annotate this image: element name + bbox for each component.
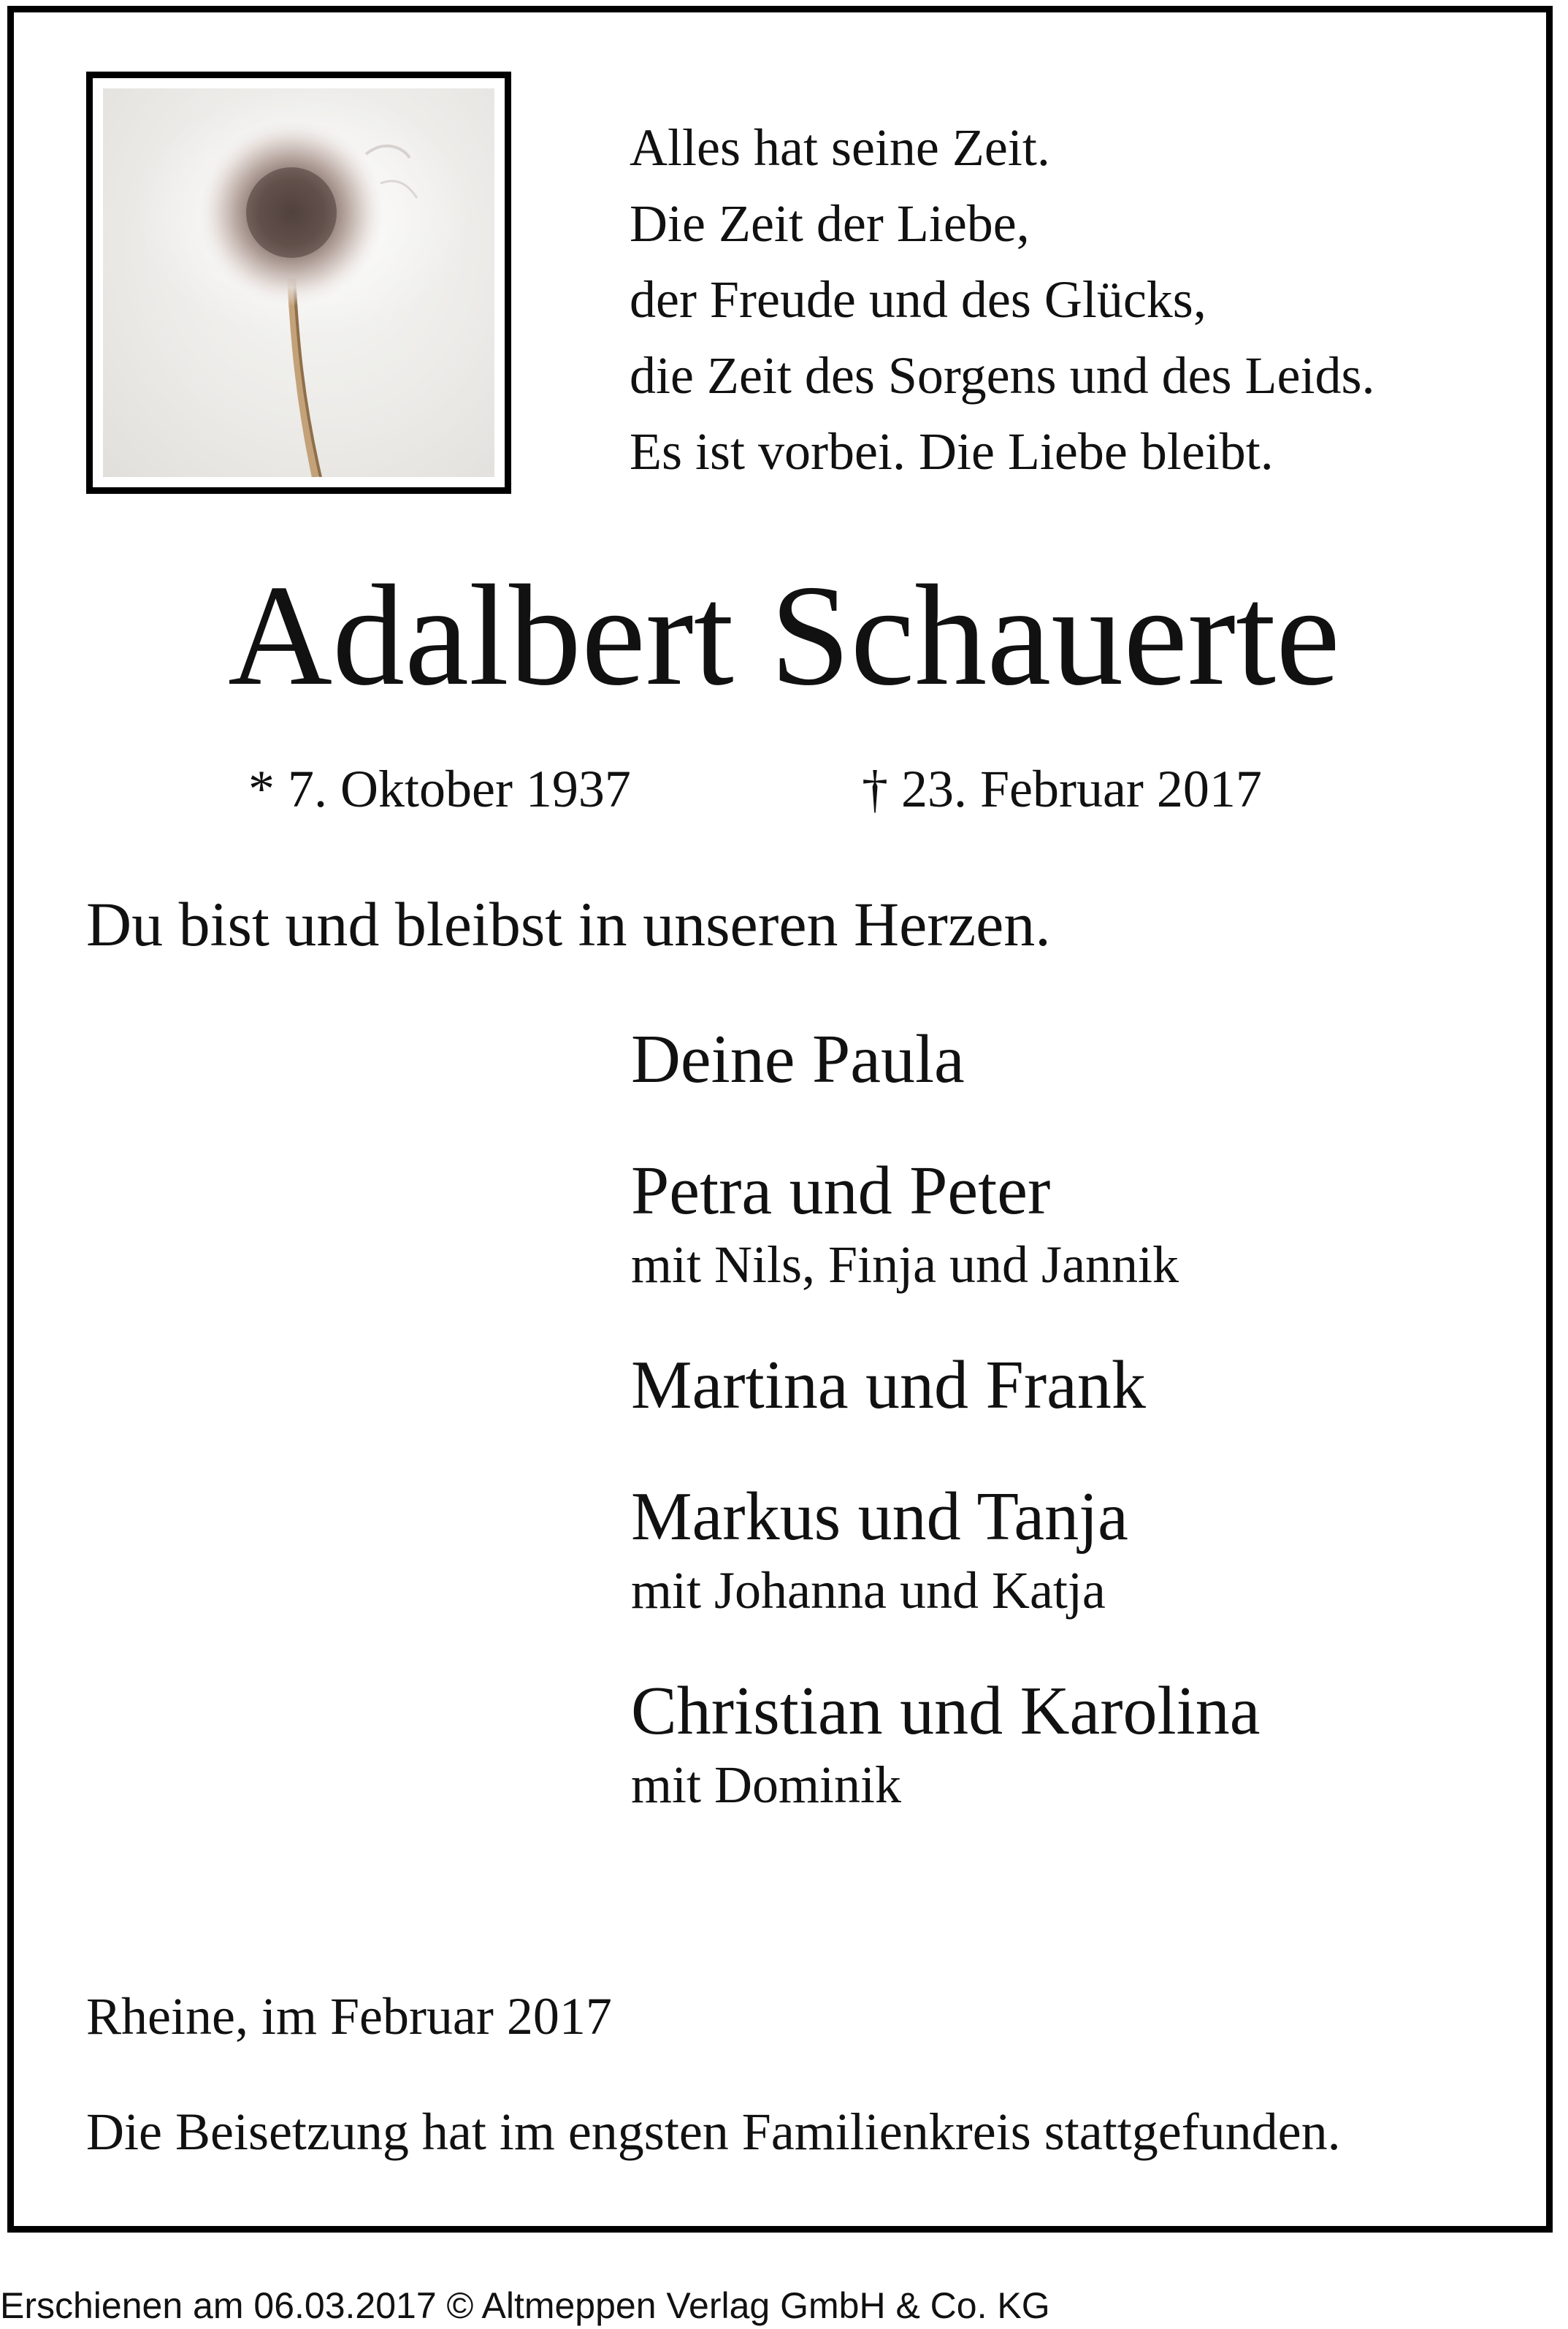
mourner-children: mit Nils, Finja und Jannik [631, 1235, 1179, 1294]
poem-line: die Zeit des Sorgens und des Leids. [630, 346, 1375, 405]
place-date: Rheine, im Februar 2017 [86, 1987, 612, 2046]
burial-note: Die Beisetzung hat im engsten Familienkreis stattgefunden. [86, 2103, 1341, 2161]
death-date: † 23. Februar 2017 [862, 760, 1262, 818]
photo-frame [86, 72, 511, 494]
mourner-name: Deine Paula [631, 1021, 965, 1097]
mourner-group [631, 1343, 1507, 1427]
mourner-children: mit Johanna und Katja [631, 1561, 1106, 1620]
dandelion-seed-head-icon [103, 88, 494, 477]
mourner-group [631, 1474, 1507, 1622]
poem-line: Es ist vorbei. Die Liebe bleibt. [630, 422, 1274, 481]
mourners-list [631, 1017, 1507, 1863]
poem-line: der Freude und des Glücks, [630, 270, 1206, 329]
deceased-name: Adalbert Schauerte [228, 555, 1340, 715]
mourner-name: Christian und Karolina [631, 1673, 1261, 1749]
poem [630, 110, 1491, 489]
poem-line: Die Zeit der Liebe, [630, 194, 1030, 253]
mourner-group [631, 1017, 1507, 1102]
poem-line: Alles hat seine Zeit. [630, 118, 1050, 177]
motto: Du bist und bleibst in unseren Herzen. [86, 889, 1051, 959]
mourner-name: Petra und Peter [631, 1153, 1051, 1229]
mourner-name: Markus und Tanja [631, 1479, 1128, 1555]
mourner-children: mit Dominik [631, 1756, 902, 1814]
publication-footer: Erschienen am 06.03.2017 © Altmeppen Verlag GmbH & Co. KG [0, 2285, 1050, 2326]
birth-date: * 7. Oktober 1937 [248, 760, 631, 818]
mourner-group [631, 1148, 1507, 1296]
dandelion-image [103, 88, 494, 477]
mourner-name: Martina und Frank [631, 1347, 1146, 1423]
mourner-group [631, 1669, 1507, 1816]
